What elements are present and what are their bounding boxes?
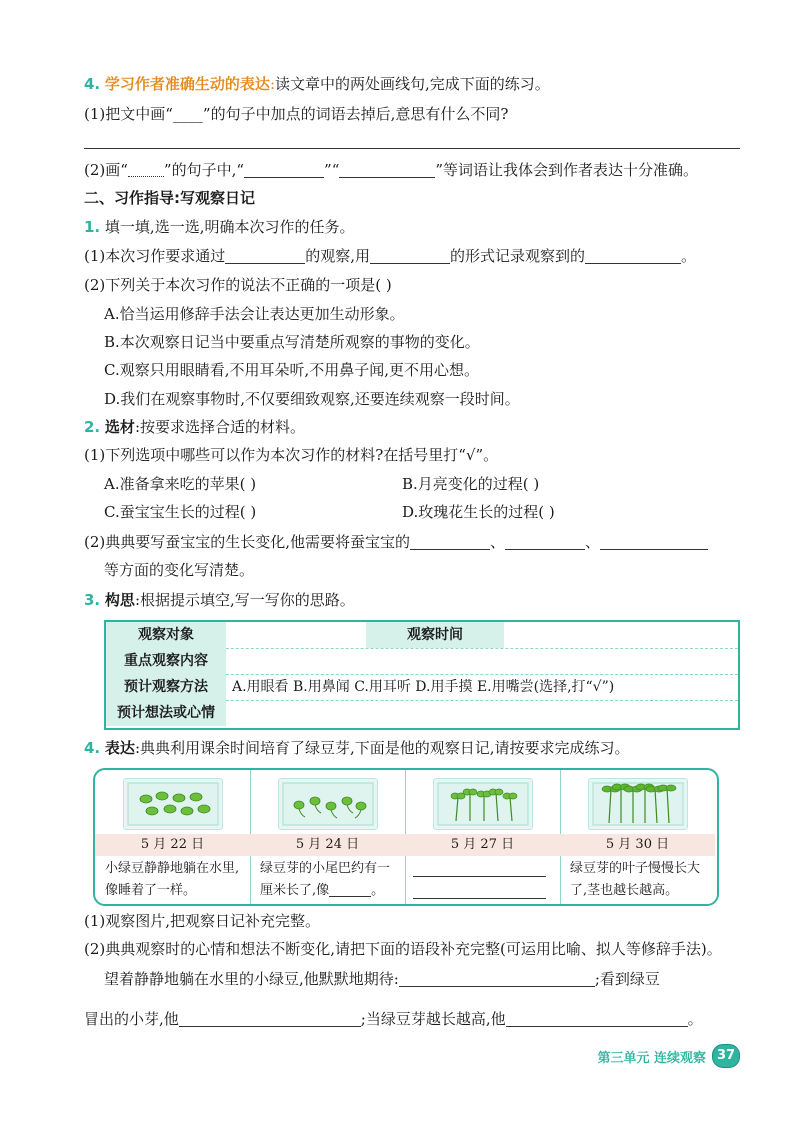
tall-sprouts-image — [588, 778, 688, 830]
q1-part1 — [84, 245, 740, 267]
page-footer — [597, 1044, 740, 1068]
question-text: 填一填,选一选,明确本次习作的任务。 — [104, 218, 355, 236]
diary-text-end: 。 — [371, 883, 385, 898]
question-number: 4. — [84, 75, 101, 93]
separator: 、 — [585, 533, 601, 551]
table-row — [106, 674, 738, 701]
question-number: 1. — [84, 218, 101, 236]
answer-line[interactable] — [413, 898, 546, 899]
q1-part1-a: (1)本次习作要求通过 — [84, 247, 226, 265]
diary-entry — [95, 770, 251, 904]
fill-blank[interactable] — [399, 970, 595, 987]
fill-blank[interactable] — [505, 533, 585, 550]
page-number: 37 — [712, 1044, 740, 1068]
table-row — [106, 700, 738, 726]
fill-blank[interactable] — [600, 533, 708, 550]
paragraph-text: ;当绿豆芽越长越高,他 — [360, 1010, 506, 1028]
diary-text-start: 绿豆芽的小尾巴约有一厘米长了,像 — [260, 861, 391, 898]
question-number: 2. — [84, 418, 101, 436]
fill-blank[interactable] — [225, 247, 305, 264]
q4b-paragraph-2 — [84, 1008, 740, 1030]
choice-d[interactable]: D.玫瑰花生长的过程( ) — [402, 503, 555, 521]
answer-line[interactable] — [84, 148, 740, 149]
wavy-underline-mark — [128, 164, 164, 177]
table-row — [106, 622, 738, 649]
fill-blank[interactable] — [179, 1010, 361, 1027]
diary-entry — [250, 770, 406, 904]
table-row — [106, 648, 738, 675]
q4-part1: (1)把文中画“____”的句子中加点的词语去掉后,意思有什么不同? — [84, 105, 509, 123]
q2-heading — [84, 416, 740, 438]
question-number: 3. — [84, 591, 101, 609]
diary-date: 5 月 27 日 — [405, 834, 560, 856]
table-header: 观察时间 — [366, 622, 504, 648]
question-title: 选材 — [104, 418, 135, 436]
paragraph-text: 。 — [687, 1010, 703, 1028]
fill-blank[interactable] — [506, 1010, 688, 1027]
paragraph-text: 望着静静地躺在水里的小绿豆,他默默地期待: — [104, 970, 399, 988]
diary-date: 5 月 22 日 — [95, 834, 250, 856]
q2-part2 — [84, 531, 740, 553]
q1-part1-c: 的形式记录观察到的 — [450, 247, 586, 265]
fill-blank[interactable] — [410, 533, 490, 550]
q4-part2 — [84, 159, 740, 181]
option-d: D.我们在观察事物时,不仅要细致观察,还要连续观察一段时间。 — [104, 390, 520, 408]
option-c: C.观察只用眼睛看,不用耳朵听,不用鼻子闻,更不用心想。 — [104, 361, 480, 379]
choice-c[interactable]: C.蚕宝宝生长的过程( ) — [104, 503, 257, 521]
table-input[interactable] — [226, 648, 734, 674]
paragraph-text: 冒出的小芽,他 — [84, 1010, 179, 1028]
sprouting-bean-image — [278, 778, 378, 830]
bean-in-water-image — [123, 778, 223, 830]
question-text: :按要求选择合适的材料。 — [134, 418, 305, 436]
fill-blank[interactable] — [370, 247, 450, 264]
question-number: 4. — [84, 739, 101, 757]
growing-sprouts-image — [433, 778, 533, 830]
table-input[interactable] — [226, 622, 366, 648]
paragraph-text: ;看到绿豆 — [594, 970, 660, 988]
question-text: :根据提示填空,写一写你的思路。 — [134, 591, 355, 609]
choice-b[interactable]: B.月亮变化的过程( ) — [402, 475, 540, 493]
diary-date: 5 月 24 日 — [250, 834, 405, 856]
fill-blank[interactable] — [339, 161, 435, 178]
q4b-part2: (2)典典观察时的心情和想法不断变化,请把下面的语段补充完整(可运用比喻、拟人等修辞手法)。 — [84, 940, 722, 958]
q1-part1-b: 的观察,用 — [305, 247, 371, 265]
q1-part2: (2)下列关于本次习作的说法不正确的一项是( ) — [84, 276, 392, 294]
choice-a[interactable]: A.准备拿来吃的苹果( ) — [104, 475, 257, 493]
answer-line[interactable] — [413, 876, 546, 877]
question-title: 表达 — [104, 739, 135, 757]
fill-blank[interactable] — [329, 882, 371, 897]
unit-label: 第三单元 连续观察 — [597, 1050, 706, 1066]
table-header: 观察对象 — [106, 622, 226, 648]
q4-part2-c: ”“ — [324, 161, 340, 179]
table-header: 预计想法或心情 — [106, 700, 226, 726]
q4-heading — [84, 73, 740, 95]
option-b: B.本次观察日记当中要重点写清楚所观察的事物的变化。 — [104, 333, 480, 351]
diary-entry — [560, 770, 715, 904]
diary-text: 绿豆芽的叶子慢慢长大了,茎也越长越高。 — [570, 861, 701, 898]
table-input[interactable] — [504, 622, 734, 648]
question-title: 构思 — [104, 591, 135, 609]
option-a: A.恰当运用修辞手法会让表达更加生动形象。 — [104, 305, 405, 323]
q1-part1-d: 。 — [681, 247, 697, 265]
diary-date: 5 月 30 日 — [560, 834, 715, 856]
table-header: 预计观察方法 — [106, 674, 226, 700]
observation-diary — [93, 768, 719, 906]
title-colon: : — [269, 75, 275, 93]
q4-part2-a: (2)画“ — [84, 161, 128, 179]
q4-part2-d: ”等词语让我体会到作者表达十分准确。 — [435, 161, 699, 179]
fill-blank[interactable] — [244, 161, 324, 178]
question-text: :典典利用课余时间培育了绿豆芽,下面是他的观察日记,请按要求完成练习。 — [134, 739, 630, 757]
table-header: 重点观察内容 — [106, 648, 226, 674]
diary-text: 小绿豆静静地躺在水里,像睡着了一样。 — [105, 861, 240, 898]
method-options[interactable]: A.用眼看 B.用鼻闻 C.用耳听 D.用手摸 E.用嘴尝(选择,打“√”) — [232, 679, 615, 695]
q4b-paragraph-1 — [104, 968, 740, 990]
separator: 、 — [490, 533, 506, 551]
table-input[interactable] — [226, 700, 734, 726]
section-title: 二、习作指导:写观察日记 — [84, 189, 255, 207]
q4b-heading — [84, 737, 740, 759]
question-title: 学习作者准确生动的表达 — [104, 75, 270, 93]
q2-part2-cont: 等方面的变化写清楚。 — [104, 561, 255, 579]
q1-heading — [84, 216, 740, 238]
q2-part2-a: (2)典典要写蚕宝宝的生长变化,他需要将蚕宝宝的 — [84, 533, 411, 551]
q3-heading — [84, 589, 740, 611]
diary-entry — [405, 770, 561, 904]
planning-table — [104, 620, 740, 730]
diary-text — [260, 858, 397, 902]
q4-part2-b: ”的句子中,“ — [163, 161, 245, 179]
question-text: 读文章中的两处画线句,完成下面的练习。 — [275, 75, 550, 93]
fill-blank[interactable] — [585, 247, 681, 264]
q4b-part1: (1)观察图片,把观察日记补充完整。 — [84, 912, 321, 930]
q2-part1: (1)下列选项中哪些可以作为本次习作的材料?在括号里打“√”。 — [84, 446, 499, 464]
